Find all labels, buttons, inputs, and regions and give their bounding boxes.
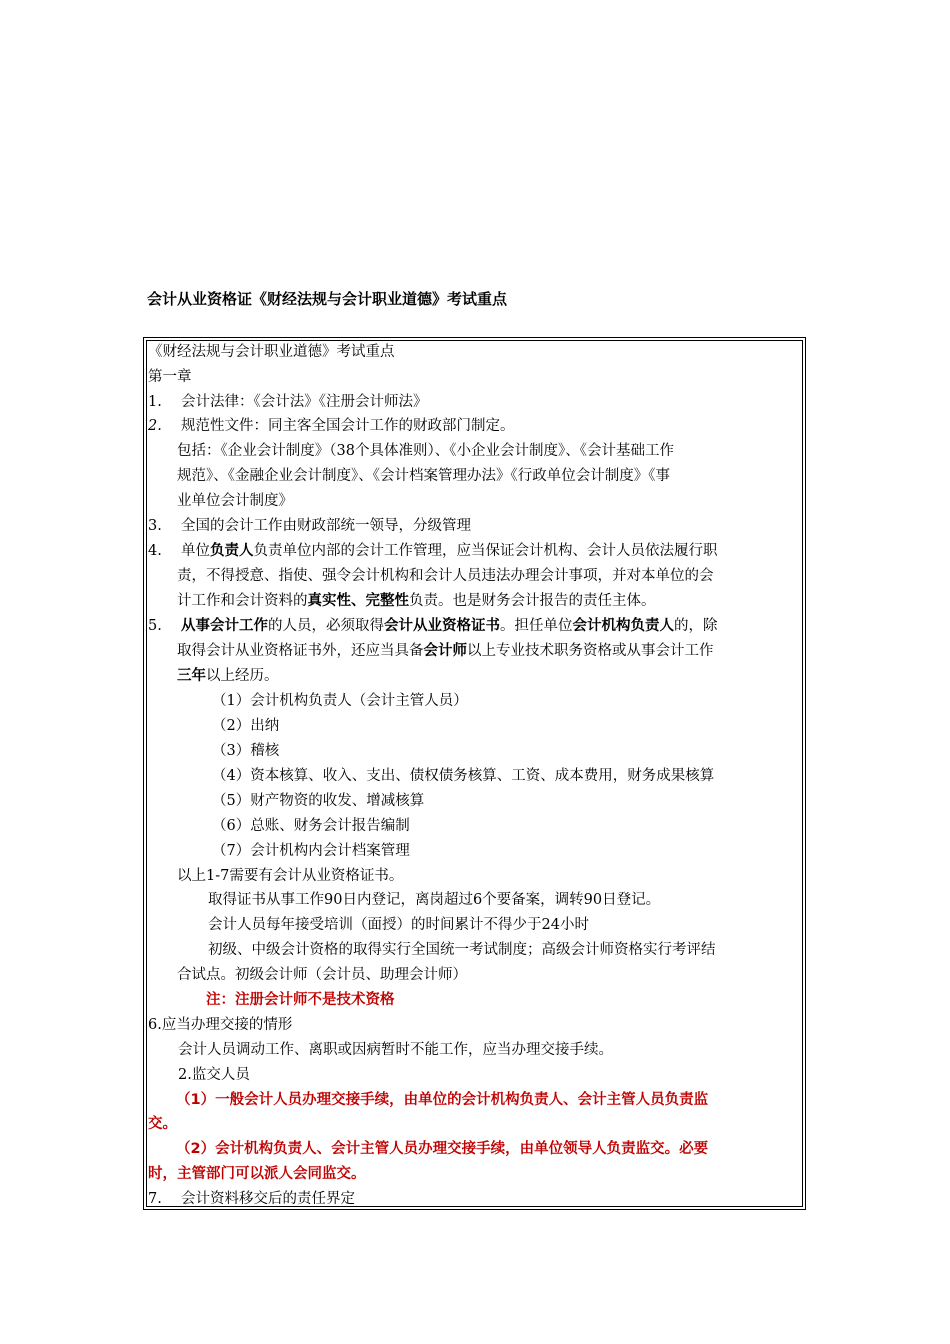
bold-term: 从事会计工作 bbox=[181, 618, 268, 634]
paragraph-line: 初级、中级会计资格的取得实行全国统一考试制度；高级会计师资格实行考评结 bbox=[208, 942, 716, 958]
bold-term: 会计师 bbox=[423, 643, 467, 659]
paragraph-line: 会计人员调动工作、离职或因病暂时不能工作，应当办理交接手续。 bbox=[178, 1042, 613, 1058]
sub-item: （7）会计机构内会计档案管理 bbox=[212, 843, 410, 859]
red-emphasis-line: （1）一般会计人员办理交接手续，由单位的会计机构负责人、会计主管人员负责监 bbox=[176, 1092, 709, 1108]
paragraph-line bbox=[177, 639, 714, 663]
item-2 bbox=[148, 414, 515, 438]
item-7 bbox=[148, 1187, 355, 1211]
paragraph-line: 取得证书从事工作90日内登记，离岗超过6个要备案，调转90日登记。 bbox=[208, 892, 661, 908]
box-heading: 《财经法规与会计职业道德》考试重点 bbox=[148, 344, 395, 360]
bold-term: 会计机构负责人 bbox=[572, 618, 674, 634]
paragraph-line: 会计人员每年接受培训（面授）的时间累计不得少于24小时 bbox=[208, 917, 589, 933]
item-text: 全国的会计工作由财政部统一领导，分级管理 bbox=[181, 518, 471, 534]
item-5 bbox=[148, 614, 718, 638]
document-title: 会计从业资格证《财经法规与会计职业道德》考试重点 bbox=[147, 290, 508, 308]
paragraph-line: 责，不得授意、指使、强令会计机构和会计人员违法办理会计事项，并对本单位的会 bbox=[177, 568, 714, 584]
item-1 bbox=[148, 390, 428, 414]
item-number: 4. bbox=[148, 543, 162, 559]
item-4 bbox=[148, 539, 718, 563]
sub-item: （3）稽核 bbox=[212, 743, 280, 759]
note-line: 注：注册会计师不是技术资格 bbox=[206, 992, 395, 1008]
bold-term: 真实性、完整性 bbox=[307, 593, 409, 609]
text-run: 。担任单位 bbox=[500, 618, 573, 634]
bold-term: 负责人 bbox=[210, 543, 254, 559]
text-run: 计工作和会计资料的 bbox=[177, 593, 308, 609]
sub-item: （5）财产物资的收发、增减核算 bbox=[212, 793, 425, 809]
sub-item: （4）资本核算、收入、支出、债权债务核算、工资、成本费用，财务成果核算 bbox=[212, 768, 715, 784]
item-number: 2. bbox=[148, 418, 162, 434]
item-3 bbox=[148, 514, 471, 538]
paragraph-line: 包括：《企业会计制度》（38个具体准则）、《小企业会计制度》、《会计基础工作 bbox=[177, 443, 674, 459]
item-number: 1. bbox=[148, 394, 162, 410]
item-text: 会计资料移交后的责任界定 bbox=[181, 1191, 355, 1207]
item-text: 规范性文件：同主客全国会计工作的财政部门制定。 bbox=[181, 418, 515, 434]
text-run: 的，除 bbox=[674, 618, 718, 634]
paragraph-line bbox=[177, 664, 279, 688]
item-number: 7. bbox=[148, 1191, 162, 1207]
subsection-heading: 2.监交人员 bbox=[178, 1067, 250, 1083]
section-6-heading: 6.应当办理交接的情形 bbox=[148, 1017, 293, 1033]
text-run: 以上经历。 bbox=[206, 668, 279, 684]
sub-item: （2）出纳 bbox=[212, 718, 280, 734]
paragraph-line: 业单位会计制度》 bbox=[177, 493, 293, 509]
red-emphasis-line: 交。 bbox=[148, 1116, 177, 1132]
item-text: 会计法律：《会计法》《注册会计师法》 bbox=[181, 394, 428, 410]
text-run: 以上专业技术职务资格或从事会计工作 bbox=[467, 643, 714, 659]
text-run: 的人员，必须取得 bbox=[268, 618, 384, 634]
red-emphasis-line: （2）会计机构负责人、会计主管人员办理交接手续，由单位领导人负责监交。必要 bbox=[176, 1141, 709, 1157]
red-emphasis-line: 时，主管部门可以派人会同监交。 bbox=[148, 1166, 366, 1182]
item-number: 3. bbox=[148, 518, 162, 534]
paragraph-line: 以上1-7需要有会计从业资格证书。 bbox=[177, 868, 404, 884]
paragraph-line: 规范》、《金融企业会计制度》、《会计档案管理办法》《行政单位会计制度》《事 bbox=[177, 468, 670, 484]
paragraph-line bbox=[177, 589, 656, 613]
bold-term: 会计从业资格证书 bbox=[384, 618, 500, 634]
paragraph-line: 合试点。初级会计师（会计员、助理会计师） bbox=[177, 967, 467, 983]
item-text: 负责单位内部的会计工作管理，应当保证会计机构、会计人员依法履行职 bbox=[253, 543, 718, 559]
chapter-heading: 第一章 bbox=[148, 369, 192, 385]
item-number: 5. bbox=[148, 618, 162, 634]
sub-item: （1）会计机构负责人（会计主管人员） bbox=[212, 693, 468, 709]
bold-term: 三年 bbox=[177, 668, 206, 684]
item-text: 单位 bbox=[181, 543, 210, 559]
text-run: 取得会计从业资格证书外，还应当具备 bbox=[177, 643, 424, 659]
text-run: 负责。也是财务会计报告的责任主体。 bbox=[409, 593, 656, 609]
sub-item: （6）总账、财务会计报告编制 bbox=[212, 818, 410, 834]
